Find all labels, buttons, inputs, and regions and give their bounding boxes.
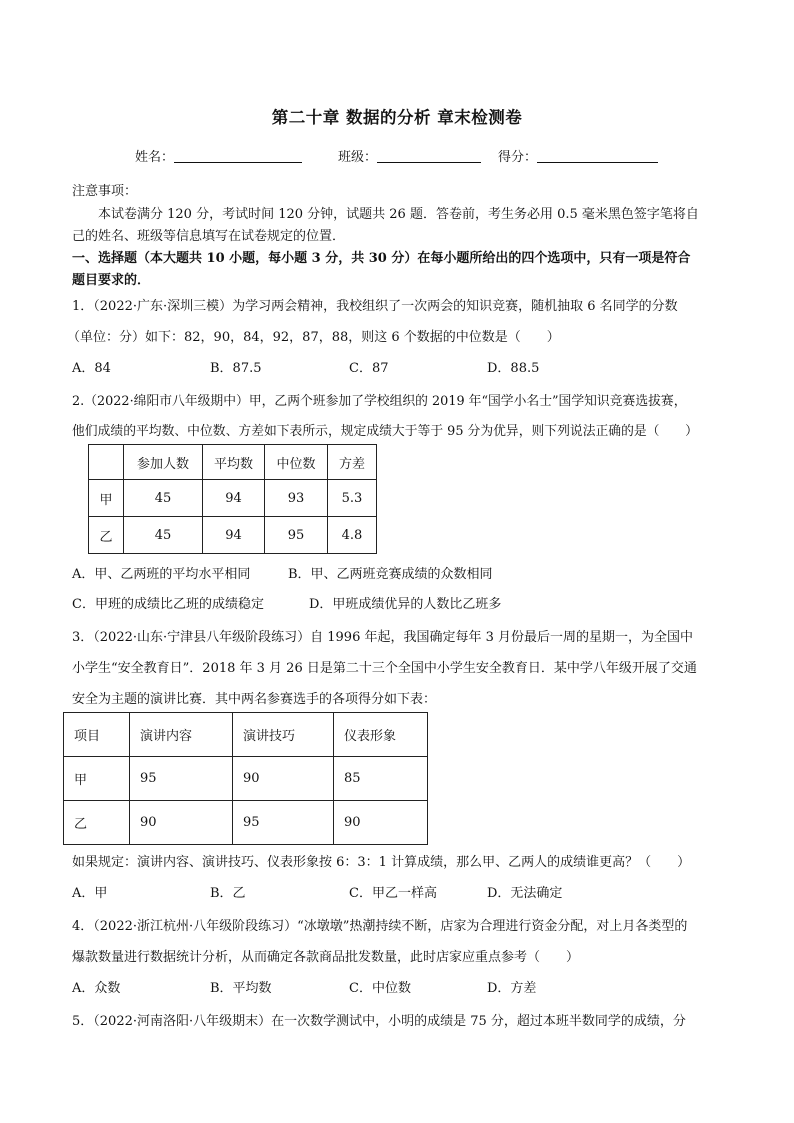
table-cell: 乙 bbox=[64, 801, 130, 845]
q3-line-1: 3．（2022·山东·宁津县八年级阶段练习）自 1996 年起，我国确定每年 3 月份最后一周的星期一，为全国中 bbox=[72, 630, 694, 645]
q3-option-c: C．甲乙一样高 bbox=[349, 886, 437, 901]
q4-option-c: C．中位数 bbox=[349, 981, 411, 996]
class-field bbox=[338, 146, 481, 165]
notice-heading: 注意事项： bbox=[72, 184, 138, 199]
section-1-line-1: 一、选择题（本大题共 10 小题，每小题 3 分，共 30 分）在每小题所给出的四个选项中，只有一项是符合 bbox=[72, 251, 691, 266]
table-row bbox=[64, 757, 428, 801]
table-cell: 94 bbox=[203, 480, 265, 517]
table-cell: 95 bbox=[130, 757, 233, 801]
table-cell: 5.3 bbox=[328, 480, 377, 517]
score-field bbox=[498, 146, 658, 165]
q1-option-b: B．87.5 bbox=[210, 361, 262, 376]
table-row bbox=[89, 480, 377, 517]
name-label: 姓名： bbox=[135, 150, 175, 165]
table-cell: 演讲内容 bbox=[130, 713, 233, 757]
table-cell: 甲 bbox=[64, 757, 130, 801]
table-cell: 平均数 bbox=[203, 445, 265, 480]
table-cell: 甲 bbox=[89, 480, 124, 517]
table-cell: 方差 bbox=[328, 445, 377, 480]
table-cell: 90 bbox=[130, 801, 233, 845]
table-cell: 95 bbox=[233, 801, 334, 845]
q2-line-1: 2.（2022·绵阳市八年级期中）甲，乙两个班参加了学校组织的 2019 年“国学小名士”国学知识竞赛选拔赛， bbox=[72, 394, 687, 409]
table-cell: 仪表形象 bbox=[334, 713, 428, 757]
q1-line-1: 1．（2022·广东·深圳三模）为学习两会精神，我校组织了一次两会的知识竞赛，随机抽取 6 名同学的分数 bbox=[72, 299, 678, 314]
q2-option-a: A．甲、乙两班的平均水平相同 bbox=[72, 567, 251, 582]
name-field bbox=[135, 146, 302, 165]
class-label: 班级： bbox=[338, 150, 378, 165]
q3-line-2: 小学生“安全教育日”．2018 年 3 月 26 日是第二十三个全国中小学生安全教育日．某中学八年级开展了交通 bbox=[72, 661, 697, 676]
q2-option-c: C．甲班的成绩比乙班的成绩稳定 bbox=[72, 597, 264, 612]
q3-score-table bbox=[63, 712, 428, 845]
q4-line-2: 爆款数量进行数据统计分析，从而确定各款商品批发数量，此时店家应重点参考（ ） bbox=[72, 950, 580, 965]
q2-option-d: D．甲班成绩优异的人数比乙班多 bbox=[309, 597, 502, 612]
table-cell: 项目 bbox=[64, 713, 130, 757]
q3-line-3: 安全为主题的演讲比赛．其中两名参赛选手的各项得分如下表： bbox=[72, 692, 437, 707]
q3-after-line: 如果规定：演讲内容、演讲技巧、仪表形象按 6：3：1 计算成绩，那么甲、乙两人的成绩谁更高？（ ） bbox=[72, 855, 691, 870]
q2-option-b: B．甲、乙两班竞赛成绩的众数相同 bbox=[288, 567, 493, 582]
q1-option-c: C．87 bbox=[349, 361, 389, 376]
q4-option-a: A．众数 bbox=[72, 981, 121, 996]
table-cell: 45 bbox=[124, 517, 203, 554]
q2-line-2: 他们成绩的平均数、中位数、方差如下表所示，规定成绩大于等于 95 分为优异，则下列说法正确的是（ ） bbox=[72, 424, 698, 439]
table-cell: 参加人数 bbox=[124, 445, 203, 480]
q1-line-2: （单位：分）如下：82，90，84，92，87，88，则这 6 个数据的中位数是（ ） bbox=[67, 330, 560, 345]
table-cell: 93 bbox=[265, 480, 328, 517]
q4-line-1: 4．（2022·浙江杭州·八年级阶段练习）“冰墩墩”热潮持续不断，店家为合理进行资金分配，对上月各类型的 bbox=[72, 919, 688, 934]
table-cell: 演讲技巧 bbox=[233, 713, 334, 757]
q3-option-d: D．无法确定 bbox=[487, 886, 563, 901]
q5-line-1: 5．（2022·河南洛阳·八年级期末）在一次数学测试中，小明的成绩是 75 分，超过本班半数同学的成绩，分 bbox=[72, 1014, 686, 1029]
table-row bbox=[89, 445, 377, 480]
table-cell: 90 bbox=[233, 757, 334, 801]
notice-line-1: 本试卷满分 120 分，考试时间 120 分钟，试题共 26 题．答卷前，考生务必用 0.5 毫米黑色签字笔将自 bbox=[98, 207, 699, 222]
table-cell: 94 bbox=[203, 517, 265, 554]
q1-option-a: A．84 bbox=[72, 361, 111, 376]
q4-option-b: B．平均数 bbox=[210, 981, 272, 996]
table-cell: 85 bbox=[334, 757, 428, 801]
score-blank bbox=[537, 149, 658, 163]
q3-option-a: A．甲 bbox=[72, 886, 108, 901]
section-1-line-2: 题目要求的． bbox=[72, 273, 151, 288]
q2-stats-table bbox=[88, 444, 377, 554]
table-cell: 90 bbox=[334, 801, 428, 845]
table-cell: 95 bbox=[265, 517, 328, 554]
page-title: 第二十章 数据的分析 章末检测卷 bbox=[271, 108, 523, 127]
q1-option-d: D．88.5 bbox=[487, 361, 540, 376]
table-cell: 乙 bbox=[89, 517, 124, 554]
q3-option-b: B．乙 bbox=[210, 886, 246, 901]
table-cell bbox=[89, 445, 124, 480]
table-row bbox=[64, 713, 428, 757]
score-label: 得分： bbox=[498, 150, 538, 165]
table-row bbox=[89, 517, 377, 554]
q4-option-d: D．方差 bbox=[487, 981, 537, 996]
table-cell: 4.8 bbox=[328, 517, 377, 554]
name-blank bbox=[174, 149, 302, 163]
table-cell: 45 bbox=[124, 480, 203, 517]
table-cell: 中位数 bbox=[265, 445, 328, 480]
class-blank bbox=[377, 149, 481, 163]
notice-line-2: 己的姓名、班级等信息填写在试卷规定的位置． bbox=[72, 229, 346, 244]
table-row bbox=[64, 801, 428, 845]
